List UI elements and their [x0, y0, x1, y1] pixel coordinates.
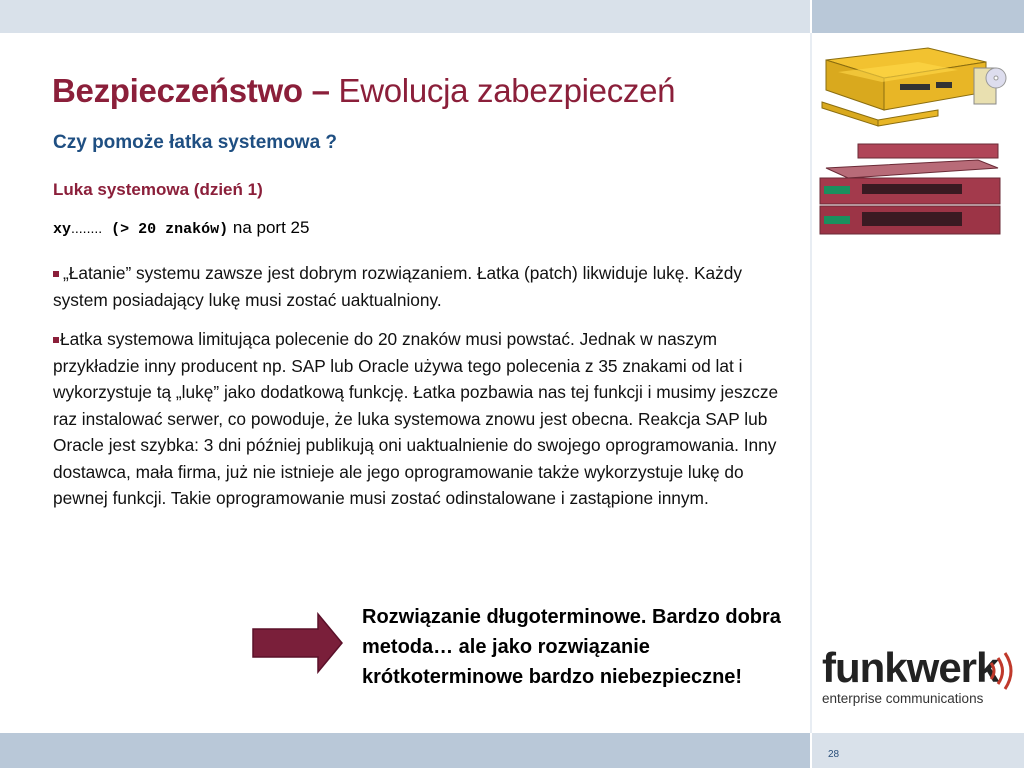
logo-wordmark: funkwerk: [822, 644, 999, 691]
slide-title-bold: Bezpieczeństwo –: [52, 72, 330, 109]
bottom-band-accent: [812, 733, 1024, 768]
slide-title-regular: Ewolucja zabezpieczeń: [329, 72, 676, 109]
red-router-icon: [820, 144, 1000, 234]
code-example: [53, 218, 309, 238]
bullet-icon: [53, 337, 59, 343]
paragraph-example-text: Łatka systemowa limitująca polecenie do 20 znaków musi powstać. Jednak w naszym przykładzie inny producent np. SAP lub Oracle używa tego polecenia z 35 znakami od lat i wykorzystuje tą „lukę” jako dodatkową funkcję. Łatka pozbawia nas tej funkcji i musimy jeszcze raz instalować serwer, co powoduje, że luka systemowa znowu jest obecna. Reakcja SAP lub Oracle jest szybka: 3 dni później publikują oni uaktualnienie do swojego oprogramowania. Inny dostawca, mała firma, już nie istnieje ale jego oprogramowanie także wykorzystuje lukę do pewnej funkcji. Takie oprogramowanie musi zostać odinstalowane i zastąpione innym.: [53, 329, 779, 508]
logo-tagline: enterprise communications: [822, 691, 984, 706]
cd-box-icon: [974, 68, 1006, 104]
top-band: [0, 0, 810, 33]
signal-waves-icon: [987, 649, 1017, 693]
code-port: na port 25: [228, 218, 310, 237]
network-devices-image: [818, 40, 1018, 245]
side-divider: [810, 33, 812, 733]
right-arrow-icon: [252, 612, 344, 674]
funkwerk-logo: [822, 645, 1022, 710]
section-heading: Luka systemowa (dzień 1): [53, 180, 263, 199]
paragraph-patching-text: „Łatanie” systemu zawsze jest dobrym rozwiązaniem. Łatka (patch) likwiduje lukę. Każdy system posiadający lukę musi zostać uaktualniony.: [53, 263, 743, 310]
yellow-appliance-icon: [822, 48, 986, 126]
slide-subtitle: Czy pomoże łatka systemowa ?: [53, 132, 338, 153]
paragraph-example: [53, 326, 793, 512]
solution-callout: Rozwiązanie długoterminowe. Bardzo dobra metoda… ale jako rozwiązanie krótkoterminowe bardzo niebezpieczne!: [362, 606, 781, 688]
code-xy: xy: [53, 221, 72, 238]
page-number: 28: [828, 749, 840, 760]
slide-title: [52, 72, 675, 110]
bullet-icon: [53, 271, 59, 277]
paragraph-patching: [53, 260, 793, 313]
code-dots: ........: [71, 220, 103, 236]
bottom-band: [0, 733, 810, 768]
top-band-accent: [812, 0, 1024, 33]
code-length: (> 20 znaków): [102, 221, 229, 238]
